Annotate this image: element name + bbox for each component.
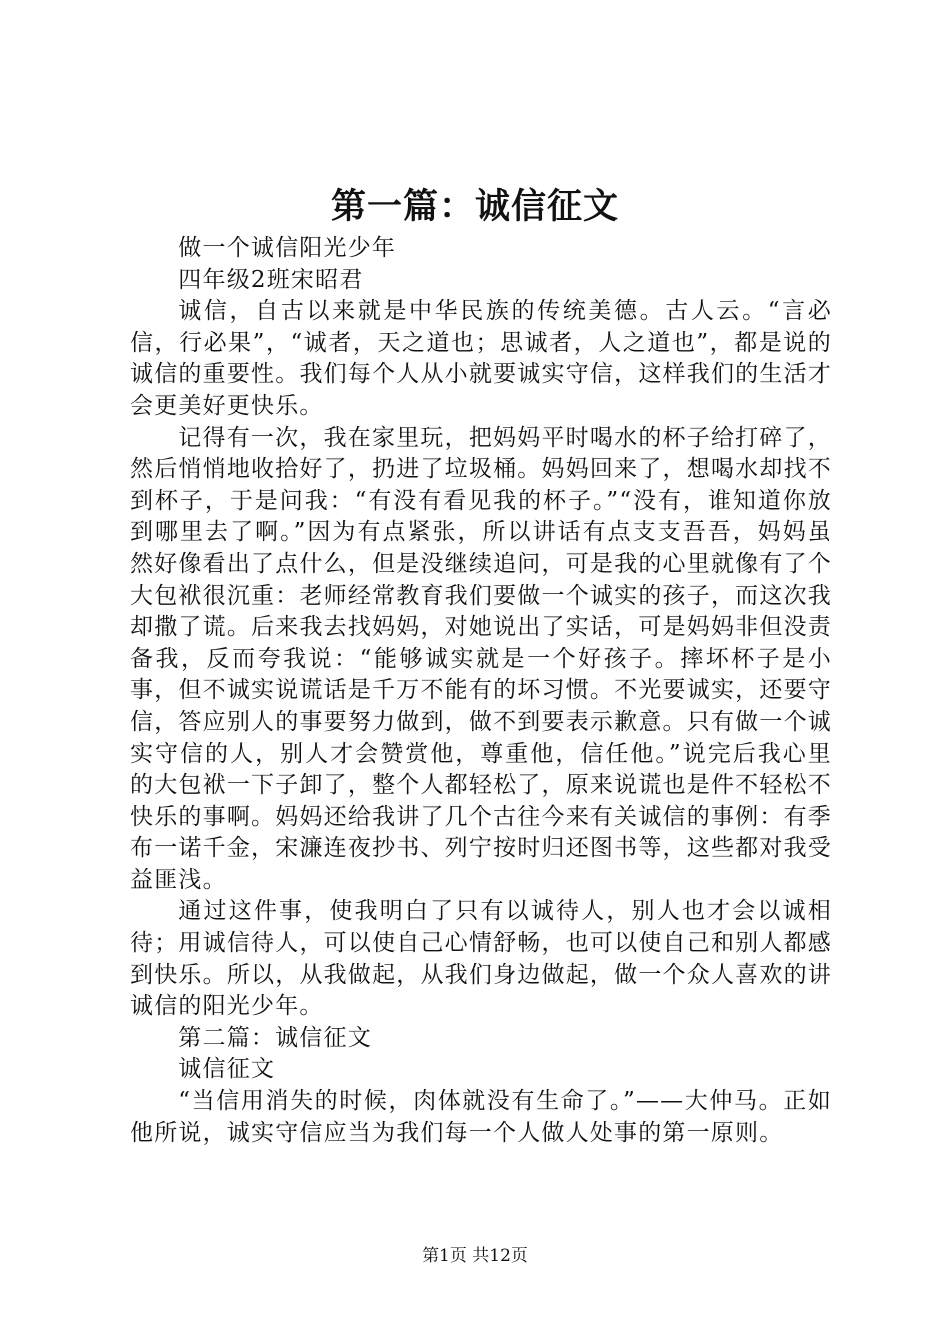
author-line: 四年级2班宋昭君 [178, 266, 364, 293]
body-paragraph: 通过这件事，使我明白了只有以诚待人，别人也才会以诚相待；用诚信待人，可以使自己心情舒畅，也可以使自己和别人都感到快乐。所以，从我做起，从我们身边做起，做一个众人喜欢的讲诚信的阳光少年。 [130, 898, 832, 1020]
essay-subtitle: 做一个诚信阳光少年 [178, 235, 397, 261]
body-paragraph: 诚信，自古以来就是中华民族的传统美德。古人云。“言必信，行必果”，“诚者，天之道也；思诚者，人之道也”，都是说的诚信的重要性。我们每个人从小就要诚实守信，这样我们的生活才会更美好更快乐。 [130, 298, 832, 419]
body-paragraph: 记得有一次，我在家里玩，把妈妈平时喝水的杯子给打碎了，然后悄悄地收拾好了，扔进了垃圾桶。妈妈回来了，想喝水却找不到杯子，于是问我：“有没有看见我的杯子。”“没有，谁知道你放到哪里去了啊。”因为有点紧张，所以讲话有点支支吾吾，妈妈虽然好像看出了点什么，但是没继续追问，可是我的心里就像有了个大包袱很沉重：老师经常教育我们要做一个诚实的孩子，而这次我却撒了谎。后来我去找妈妈，对她说出了实话，可是妈妈非但没责备我，反而夸我说：“能够诚实就是一个好孩子。摔坏杯子是小事，但不诚实说谎话是千万不能有的坏习惯。不光要诚实，还要守信，答应别人的事要努力做到，做不到要表示歉意。只有做一个诚实守信的人，别人才会赞赏他，尊重他，信任他。”说完后我心里的大包袱一下子卸了，整个人都轻松了，原来说谎也是件不轻松不快乐的事啊。妈妈还给我讲了几个古往今来有关诚信的事例：有季布一诺千金，宋濂连夜抄书、列宁按时归还图书等，这些都对我受益匪浅。 [130, 424, 832, 893]
document-title: 第一篇：诚信征文 [330, 186, 619, 227]
body-paragraph: “当信用消失的时候，肉体就没有生命了。”——大仲马。正如他所说，诚实守信应当为我们每一个人做人处事的第一原则。 [130, 1088, 832, 1146]
section-subheading: 诚信征文 [178, 1056, 276, 1083]
page-number-footer: 第1页 共12页 [422, 1246, 528, 1266]
document-body [130, 233, 832, 1149]
section-heading: 第二篇：诚信征文 [178, 1024, 372, 1051]
